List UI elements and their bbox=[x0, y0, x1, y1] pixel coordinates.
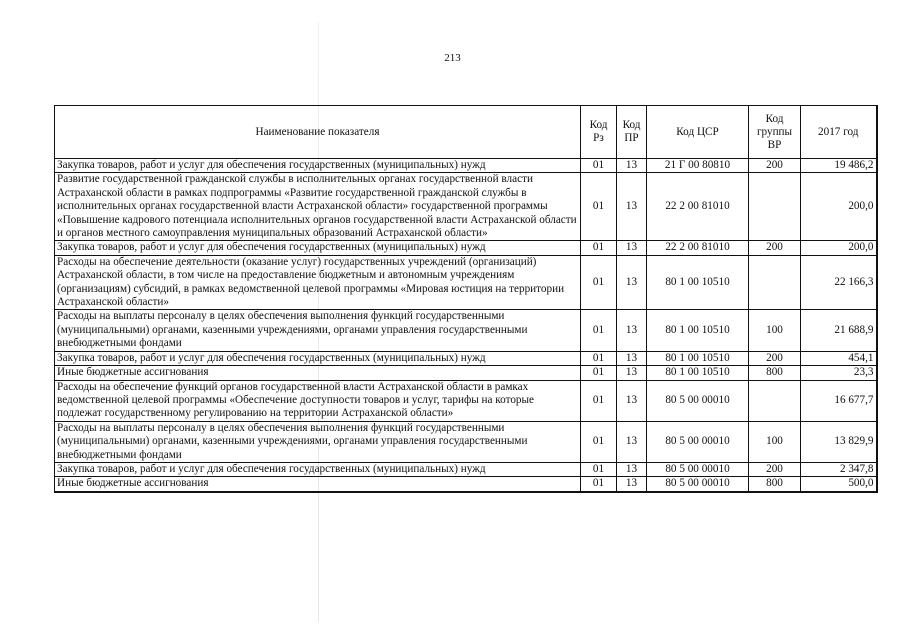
row-vr-cell: 200 bbox=[749, 351, 801, 365]
table-row bbox=[55, 310, 877, 351]
row-pr-cell: 13 bbox=[617, 366, 647, 380]
row-vr-cell: 800 bbox=[749, 477, 801, 492]
row-pr-cell: 13 bbox=[617, 477, 647, 492]
table-row bbox=[55, 462, 877, 476]
row-vr-cell: 100 bbox=[749, 421, 801, 462]
row-name-cell: Развитие государственной гражданской службы в исполнительных органах государственной власти Астраханской области в рамках подпрограммы «Развитие государственной гражданской службы в исполнительных органах государственной власти Астраханской области» государственной программы «Повышение кадрового потенциала исполнительных органов государственной власти Астраханской области и органов местного самоуправления муниципальных образований Астраханской области» bbox=[55, 173, 581, 241]
row-csr-cell: 22 2 00 81010 bbox=[647, 173, 749, 241]
row-vr-cell: 100 bbox=[749, 310, 801, 351]
budget-table bbox=[54, 105, 878, 493]
row-pr-cell: 13 bbox=[617, 462, 647, 476]
row-csr-cell: 22 2 00 81010 bbox=[647, 241, 749, 255]
table-header bbox=[55, 106, 877, 159]
table-row bbox=[55, 421, 877, 462]
row-name-cell: Расходы на выплаты персоналу в целях обеспечения выполнения функций государственными (муниципальными) органами, казенными учреждениями, органами управления государственными внебюджетными фондами bbox=[55, 421, 581, 462]
row-csr-cell: 80 5 00 00010 bbox=[647, 462, 749, 476]
row-csr-cell: 80 1 00 10510 bbox=[647, 255, 749, 310]
row-pr-cell: 13 bbox=[617, 241, 647, 255]
header-rz: Код Рз bbox=[581, 106, 617, 159]
row-pr-cell: 13 bbox=[617, 351, 647, 365]
row-amount-cell: 200,0 bbox=[801, 241, 877, 255]
row-amount-cell: 454,1 bbox=[801, 351, 877, 365]
row-vr-cell bbox=[749, 173, 801, 241]
row-amount-cell: 13 829,9 bbox=[801, 421, 877, 462]
row-rz-cell: 01 bbox=[581, 477, 617, 492]
row-vr-cell: 200 bbox=[749, 159, 801, 173]
table-row bbox=[55, 351, 877, 365]
header-name: Наименование показателя bbox=[55, 106, 581, 159]
table-row bbox=[55, 241, 877, 255]
row-rz-cell: 01 bbox=[581, 421, 617, 462]
header-csr: Код ЦСР bbox=[647, 106, 749, 159]
row-vr-cell bbox=[749, 380, 801, 421]
row-rz-cell: 01 bbox=[581, 159, 617, 173]
row-name-cell: Закупка товаров, работ и услуг для обеспечения государственных (муниципальных) нужд bbox=[55, 241, 581, 255]
table-body bbox=[55, 159, 877, 492]
row-pr-cell: 13 bbox=[617, 310, 647, 351]
row-name-cell: Закупка товаров, работ и услуг для обеспечения государственных (муниципальных) нужд bbox=[55, 351, 581, 365]
row-pr-cell: 13 bbox=[617, 159, 647, 173]
table-row bbox=[55, 477, 877, 492]
row-rz-cell: 01 bbox=[581, 255, 617, 310]
row-csr-cell: 80 5 00 00010 bbox=[647, 477, 749, 492]
row-name-cell: Расходы на обеспечение деятельности (оказание услуг) государственных учреждений (организаций) Астраханской области, в том числе на предоставление бюджетным и автономным учреждениям (организациям) субсидий, в рамках ведомственной целевой программы «Мировая юстиция на территории Астраханской области» bbox=[55, 255, 581, 310]
row-name-cell: Расходы на обеспечение функций органов государственной власти Астраханской области в рамках ведомственной целевой программы «Обеспечение доступности товаров и услуг, тарифы на которые подлежат государственному регулированию на территории Астраханской области» bbox=[55, 380, 581, 421]
row-amount-cell: 21 688,9 bbox=[801, 310, 877, 351]
row-amount-cell: 23,3 bbox=[801, 366, 877, 380]
row-vr-cell bbox=[749, 255, 801, 310]
table-row bbox=[55, 255, 877, 310]
row-pr-cell: 13 bbox=[617, 380, 647, 421]
table-row bbox=[55, 380, 877, 421]
header-vr: Код группы ВР bbox=[749, 106, 801, 159]
row-csr-cell: 80 1 00 10510 bbox=[647, 310, 749, 351]
row-csr-cell: 80 5 00 00010 bbox=[647, 421, 749, 462]
row-name-cell: Расходы на выплаты персоналу в целях обеспечения выполнения функций государственными (муниципальными) органами, казенными учреждениями, органами управления государственными внебюджетными фондами bbox=[55, 310, 581, 351]
row-name-cell: Закупка товаров, работ и услуг для обеспечения государственных (муниципальных) нужд bbox=[55, 159, 581, 173]
row-rz-cell: 01 bbox=[581, 351, 617, 365]
row-amount-cell: 22 166,3 bbox=[801, 255, 877, 310]
row-rz-cell: 01 bbox=[581, 173, 617, 241]
row-amount-cell: 2 347,8 bbox=[801, 462, 877, 476]
row-rz-cell: 01 bbox=[581, 380, 617, 421]
page-number: 213 bbox=[444, 52, 461, 64]
row-vr-cell: 200 bbox=[749, 241, 801, 255]
row-csr-cell: 21 Г 00 80810 bbox=[647, 159, 749, 173]
row-amount-cell: 16 677,7 bbox=[801, 380, 877, 421]
row-amount-cell: 200,0 bbox=[801, 173, 877, 241]
row-name-cell: Иные бюджетные ассигнования bbox=[55, 366, 581, 380]
row-csr-cell: 80 5 00 00010 bbox=[647, 380, 749, 421]
row-pr-cell: 13 bbox=[617, 173, 647, 241]
row-name-cell: Иные бюджетные ассигнования bbox=[55, 477, 581, 492]
row-amount-cell: 500,0 bbox=[801, 477, 877, 492]
row-rz-cell: 01 bbox=[581, 462, 617, 476]
row-pr-cell: 13 bbox=[617, 255, 647, 310]
table-row bbox=[55, 173, 877, 241]
row-rz-cell: 01 bbox=[581, 310, 617, 351]
row-rz-cell: 01 bbox=[581, 241, 617, 255]
table-row bbox=[55, 366, 877, 380]
row-csr-cell: 80 1 00 10510 bbox=[647, 366, 749, 380]
row-vr-cell: 800 bbox=[749, 366, 801, 380]
row-csr-cell: 80 1 00 10510 bbox=[647, 351, 749, 365]
row-name-cell: Закупка товаров, работ и услуг для обеспечения государственных (муниципальных) нужд bbox=[55, 462, 581, 476]
header-year: 2017 год bbox=[801, 106, 877, 159]
row-pr-cell: 13 bbox=[617, 421, 647, 462]
header-pr: Код ПР bbox=[617, 106, 647, 159]
row-rz-cell: 01 bbox=[581, 366, 617, 380]
table-row bbox=[55, 159, 877, 173]
row-amount-cell: 19 486,2 bbox=[801, 159, 877, 173]
row-vr-cell: 200 bbox=[749, 462, 801, 476]
